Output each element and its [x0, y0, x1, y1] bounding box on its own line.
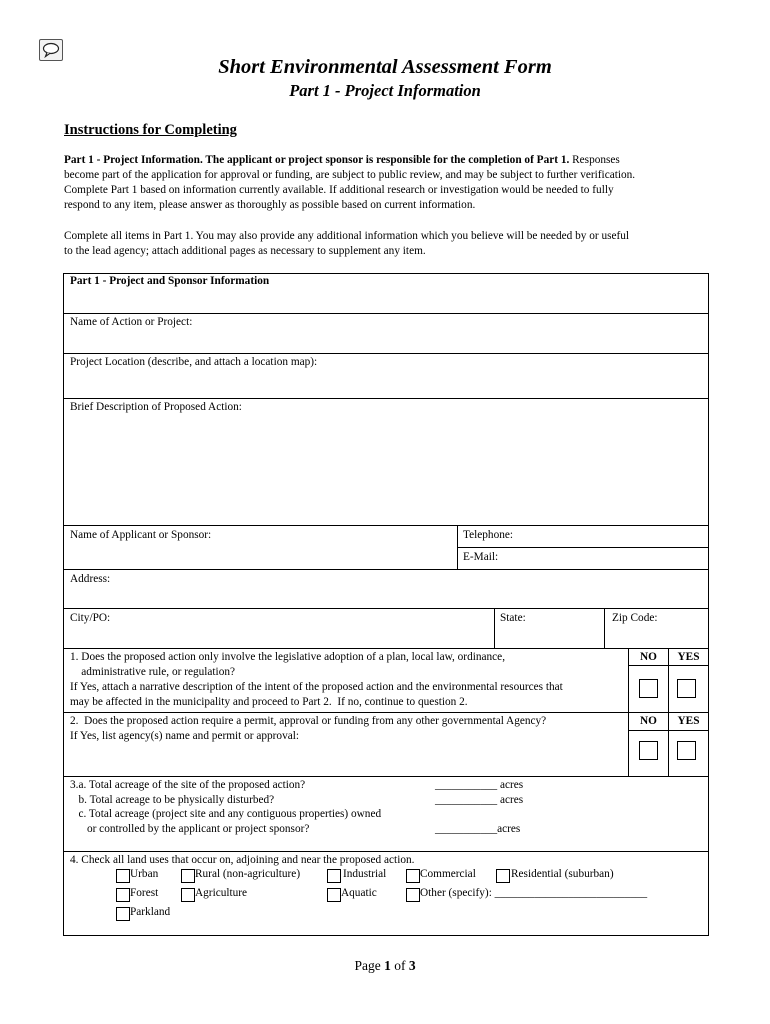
- question-2: [70, 714, 546, 744]
- urban-label: Urban: [130, 868, 159, 880]
- industrial-label: Industrial: [343, 868, 387, 880]
- q3-line: b. Total acreage to be physically disturbed?: [70, 793, 275, 806]
- q1-no-checkbox[interactable]: [639, 679, 658, 698]
- q1-yes-checkbox[interactable]: [677, 679, 696, 698]
- q2-no-checkbox[interactable]: [639, 741, 658, 760]
- question-1: [70, 650, 563, 710]
- q1-line: If Yes, attach a narrative description of the intent of the proposed action and the environmental resources that: [70, 681, 563, 693]
- acres-c-field[interactable]: ___________acres: [435, 823, 521, 835]
- page-of: of: [390, 958, 409, 973]
- q1-line: administrative rule, or regulation?: [70, 666, 236, 678]
- aquatic-label: Aquatic: [341, 887, 377, 899]
- forest-checkbox[interactable]: [116, 888, 130, 902]
- page-prefix: Page: [354, 958, 385, 973]
- instructions-heading: Instructions for Completing: [64, 122, 237, 138]
- agriculture-checkbox[interactable]: [181, 888, 195, 902]
- address-field[interactable]: Address:: [70, 573, 111, 585]
- q2-no-label: NO: [640, 715, 657, 727]
- parkland-label: Parkland: [130, 906, 171, 918]
- description-field[interactable]: Brief Description of Proposed Action:: [70, 401, 242, 413]
- para2-line: Complete all items in Part 1. You may also provide any additional information which you believe will be needed by or useful: [64, 230, 630, 242]
- project-location-field[interactable]: Project Location (describe, and attach a location map):: [70, 356, 318, 368]
- other-specify-field[interactable]: Other (specify): ___________________________: [420, 887, 648, 899]
- city-field[interactable]: City/PO:: [70, 612, 111, 624]
- q3-line: or controlled by the applicant or project sponsor?: [70, 822, 310, 835]
- commercial-label: Commercial: [420, 868, 476, 880]
- residential-label: Residential (suburban): [511, 868, 614, 880]
- email-field[interactable]: E-Mail:: [463, 551, 499, 563]
- rural-label: Rural (non-agriculture): [195, 868, 301, 880]
- q2-line: 2. Does the proposed action require a permit, approval or funding from any other governmental Agency?: [70, 715, 547, 727]
- section-title: Part 1 - Project and Sponsor Information: [70, 275, 270, 287]
- telephone-field[interactable]: Telephone:: [463, 529, 514, 541]
- page-number: [0, 958, 770, 974]
- action-name-field[interactable]: Name of Action or Project:: [70, 316, 193, 328]
- current-page: 1: [384, 958, 391, 973]
- commercial-checkbox[interactable]: [406, 869, 420, 883]
- urban-checkbox[interactable]: [116, 869, 130, 883]
- industrial-checkbox[interactable]: [327, 869, 341, 883]
- para1-line: Responses: [569, 154, 620, 166]
- q1-no-label: NO: [640, 651, 657, 663]
- para1-line: respond to any item, please answer as thoroughly as possible based on current information.: [64, 199, 476, 211]
- forest-label: Forest: [130, 887, 159, 899]
- parkland-checkbox[interactable]: [116, 907, 130, 921]
- question-4: 4. Check all land uses that occur on, adjoining and near the proposed action.: [70, 854, 415, 866]
- question-3: [70, 778, 381, 836]
- other-checkbox[interactable]: [406, 888, 420, 902]
- form-subtitle: Part 1 - Project Information: [289, 81, 481, 100]
- residential-checkbox[interactable]: [496, 869, 510, 883]
- q3-line: c. Total acreage (project site and any contiguous properties) owned: [70, 808, 382, 820]
- q3-line: 3.a. Total acreage of the site of the proposed action?: [70, 779, 306, 791]
- q2-yes-checkbox[interactable]: [677, 741, 696, 760]
- aquatic-checkbox[interactable]: [327, 888, 341, 902]
- q2-line: If Yes, list agency(s) name and permit or approval:: [70, 730, 300, 742]
- rural-checkbox[interactable]: [181, 869, 195, 883]
- q2-yes-label: YES: [677, 715, 700, 727]
- q1-line: 1. Does the proposed action only involve the legislative adoption of a plan, local law, ordinance,: [70, 651, 506, 663]
- acres-a-field[interactable]: ___________ acres: [435, 779, 524, 791]
- zip-field[interactable]: Zip Code:: [612, 612, 658, 624]
- total-pages: 3: [408, 958, 416, 973]
- instructions-bold-lead: Part 1 - Project Information. The applicant or project sponsor is responsible for the completion of Part 1.: [64, 154, 570, 166]
- q1-yes-label: YES: [677, 651, 700, 663]
- applicant-field[interactable]: Name of Applicant or Sponsor:: [70, 529, 212, 541]
- form-title: Short Environmental Assessment Form: [218, 56, 552, 78]
- para2-line: to the lead agency; attach additional pages as necessary to supplement any item.: [64, 245, 426, 257]
- acres-b-field[interactable]: ___________ acres: [435, 794, 524, 806]
- agriculture-label: Agriculture: [195, 887, 248, 899]
- para1-line: Complete Part 1 based on information currently available. If additional research or investigation would be needed to fully: [64, 184, 614, 196]
- para1-line: become part of the application for approval or funding, are subject to public review, and may be subject to further verification.: [64, 169, 636, 181]
- state-field[interactable]: State:: [500, 612, 526, 624]
- q1-line: may be affected in the municipality and proceed to Part 2. If no, continue to question 2.: [70, 696, 468, 708]
